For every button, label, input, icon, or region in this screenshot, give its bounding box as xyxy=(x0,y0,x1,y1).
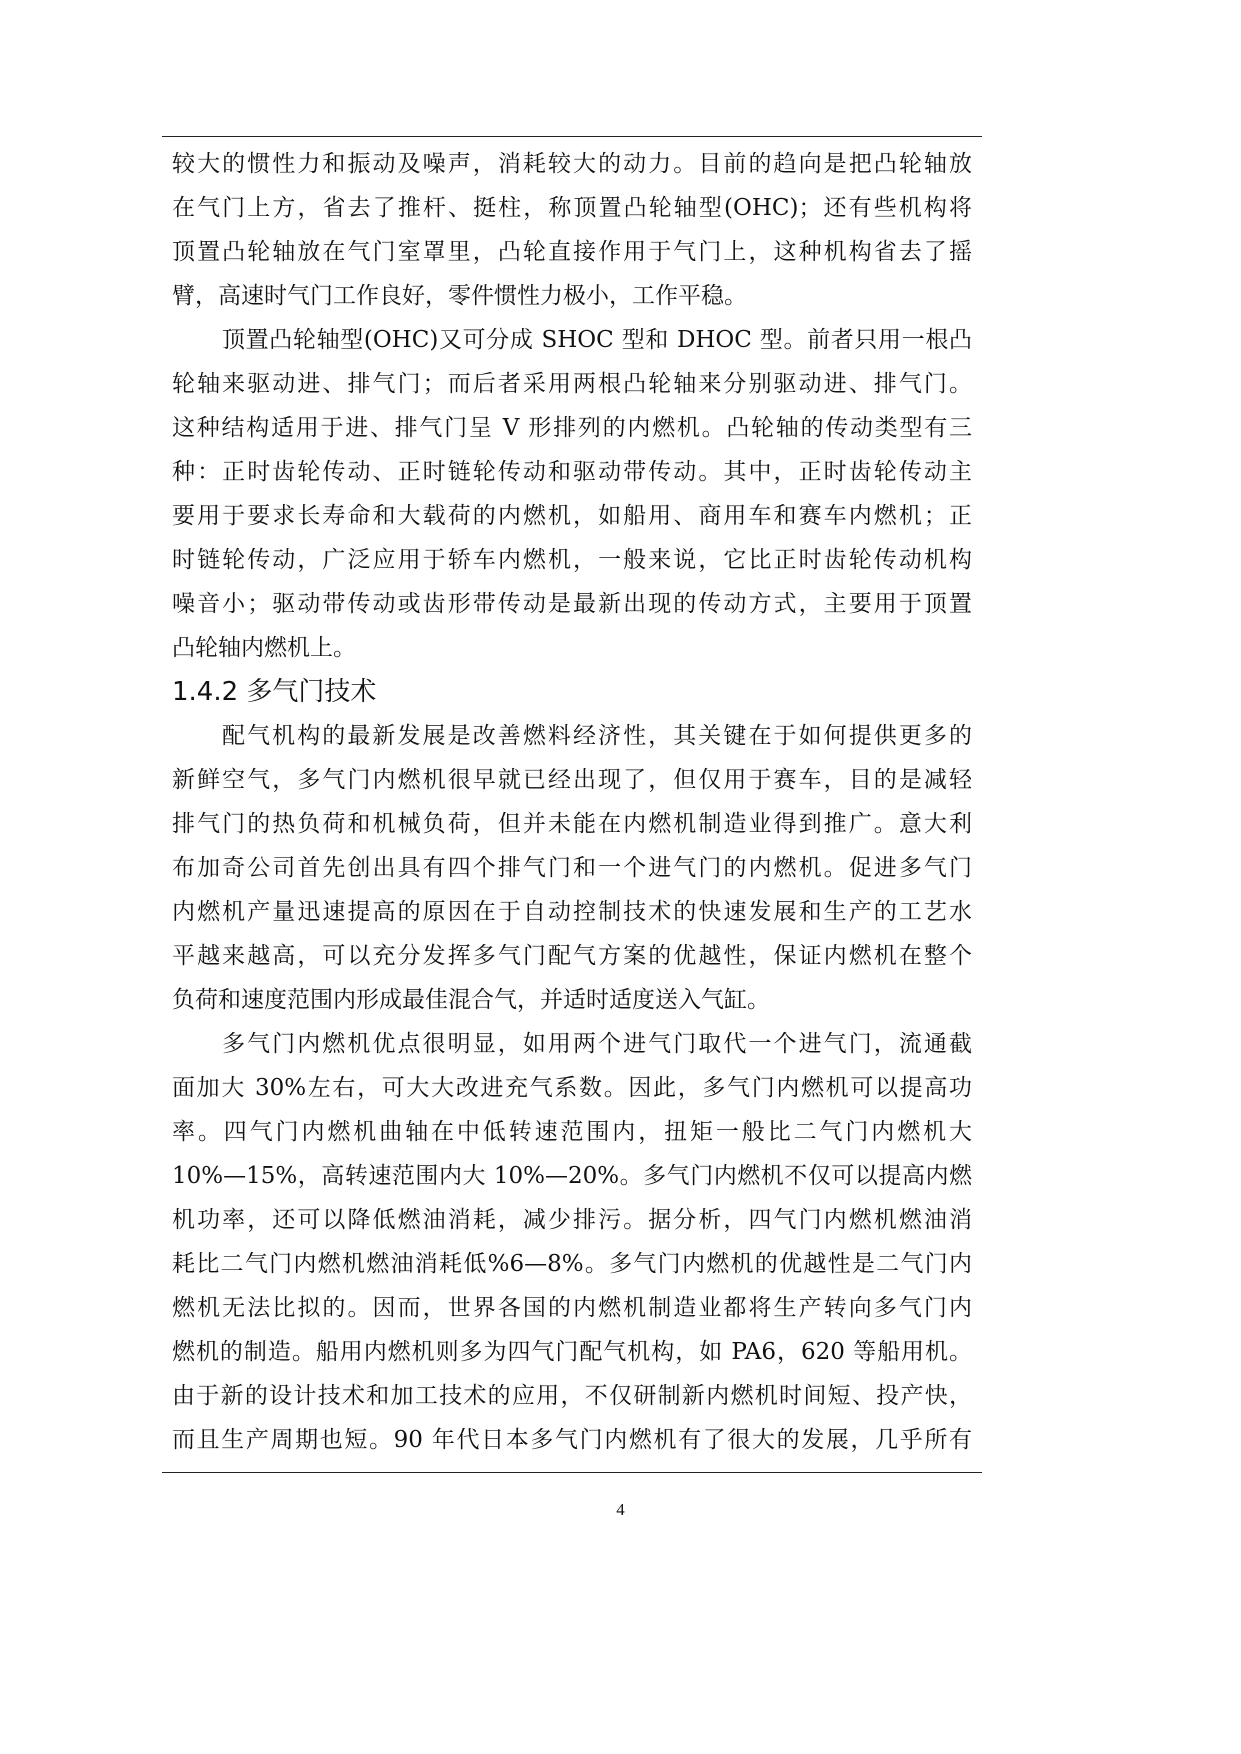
text-line: 面加大 30%左右，可大大改进充气系数。因此，多气门内燃机可以提高功 xyxy=(172,1075,972,1101)
text-line: 布加奇公司首先创出具有四个排气门和一个进气门的内燃机。促进多气门 xyxy=(172,855,972,881)
text-line: 噪音小；驱动带传动或齿形带传动是最新出现的传动方式，主要用于顶置 xyxy=(172,591,972,617)
text-line: 配气机构的最新发展是改善燃料经济性，其关键在于如何提供更多的 xyxy=(222,723,972,749)
text-line: 由于新的设计技术和加工技术的应用，不仅研制新内燃机时间短、投产快， xyxy=(172,1383,972,1409)
page-number: 4 xyxy=(616,1500,625,1519)
text-line: 而且生产周期也短。90 年代日本多气门内燃机有了很大的发展，几乎所有 xyxy=(172,1427,972,1453)
section-heading: 1.4.2 多气门技术 xyxy=(172,677,377,707)
text-line: 平越来越高，可以充分发挥多气门配气方案的优越性，保证内燃机在整个 xyxy=(172,943,972,969)
text-line: 耗比二气门内燃机燃油消耗低%6—8%。多气门内燃机的优越性是二气门内 xyxy=(172,1251,972,1277)
paragraph-3 xyxy=(172,714,972,1022)
text-line: 时链轮传动，广泛应用于轿车内燃机，一般来说，它比正时齿轮传动机构 xyxy=(172,547,972,573)
text-line: 机功率，还可以降低燃油消耗，减少排污。据分析，四气门内燃机燃油消 xyxy=(172,1207,972,1233)
text-line: 种：正时齿轮传动、正时链轮传动和驱动带传动。其中，正时齿轮传动主 xyxy=(172,459,972,485)
text-line: 臂，高速时气门工作良好，零件惯性力极小，工作平稳。 xyxy=(172,283,747,309)
text-line: 顶置凸轮轴放在气门室罩里，凸轮直接作用于气门上，这种机构省去了摇 xyxy=(172,239,972,265)
header-rule xyxy=(162,136,982,137)
text-line: 10%—15%，高转速范围内大 10%—20%。多气门内燃机不仅可以提高内燃 xyxy=(172,1163,972,1189)
text-line: 在气门上方，省去了推杆、挺柱，称顶置凸轮轴型(OHC)；还有些机构将 xyxy=(172,195,972,221)
paragraph-2 xyxy=(172,318,972,670)
text-line: 负荷和速度范围内形成最佳混合气，并适时适度送入气缸。 xyxy=(172,987,770,1013)
text-line: 轮轴来驱动进、排气门；而后者采用两根凸轮轴来分别驱动进、排气门。 xyxy=(172,371,972,397)
paragraph-4 xyxy=(172,1022,972,1462)
text-line: 燃机的制造。船用内燃机则多为四气门配气机构，如 PA6，620 等船用机。 xyxy=(172,1339,972,1365)
text-line: 新鲜空气，多气门内燃机很早就已经出现了，但仅用于赛车，目的是减轻 xyxy=(172,767,972,793)
text-line: 要用于要求长寿命和大载荷的内燃机，如船用、商用车和赛车内燃机；正 xyxy=(172,503,972,529)
text-line: 内燃机产量迅速提高的原因在于自动控制技术的快速发展和生产的工艺水 xyxy=(172,899,972,925)
text-line: 较大的惯性力和振动及噪声，消耗较大的动力。目前的趋向是把凸轮轴放 xyxy=(172,151,972,177)
text-line: 燃机无法比拟的。因而，世界各国的内燃机制造业都将生产转向多气门内 xyxy=(172,1295,972,1321)
text-line: 排气门的热负荷和机械负荷，但并未能在内燃机制造业得到推广。意大利 xyxy=(172,811,972,837)
text-line: 多气门内燃机优点很明显，如用两个进气门取代一个进气门，流通截 xyxy=(222,1031,972,1057)
page-body xyxy=(172,142,972,1462)
footer-rule xyxy=(162,1472,982,1473)
text-line: 这种结构适用于进、排气门呈 V 形排列的内燃机。凸轮轴的传动类型有三 xyxy=(172,415,972,441)
paragraph-1 xyxy=(172,142,972,318)
text-line: 率。四气门内燃机曲轴在中低转速范围内，扭矩一般比二气门内燃机大 xyxy=(172,1119,972,1145)
text-line: 凸轮轴内燃机上。 xyxy=(172,635,356,661)
text-line: 顶置凸轮轴型(OHC)又可分成 SHOC 型和 DHOC 型。前者只用一根凸 xyxy=(222,327,972,353)
